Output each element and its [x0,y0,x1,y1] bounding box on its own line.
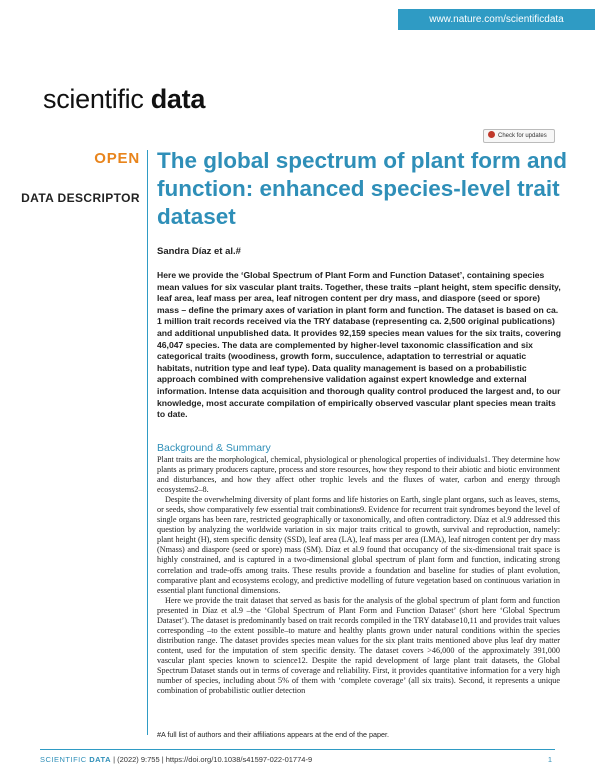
article-type-label: DATA DESCRIPTOR [21,191,140,205]
author-footnote: #A full list of authors and their affiliations appears at the end of the paper. [157,730,390,739]
check-updates-label: Check for updates [498,133,547,139]
paragraph: Here we provide the trait dataset that served as basis for the analysis of the global spectrum of plant form and function presented in Díaz et al.9 –the ‘Global Spectrum of Plant Form and Function Dataset’ (short here ‘Global Spectrum Dataset’). The dataset is predominantly based on trait records compiled in the TRY database10,11 and provides trait values corresponding –to the extent possible–to mature and healthy plants grown under natural conditions within the species distribution range. The dataset provides species mean values for the six plant traits mentioned above plus leaf dry matter content, used for the imputation of stem specific density. The dataset covers >46,000 of the approximately 391,000 vascular plant species known to science12. Despite the rapid development of large plant trait datasets, the Global Spectrum Dataset stands out in terms of coverage and reliability. First, it provides quantitative information for a very high number of species, including about 5% of them with ‘complete coverage’ (all six traits). Second, it represents a unique combination of probabilistic outlier detection [157,595,560,696]
page-number: 1 [547,755,552,764]
footer-journal-light: SCIENTIFIC [40,755,87,764]
page-footer: SCIENTIFIC DATA | (2022) 9:755 | https://doi.org/10.1038/s41597-022-01774-9 [40,755,313,764]
journal-url-banner[interactable]: www.nature.com/scientificdata [398,9,595,30]
margin-divider [147,150,148,735]
author-line[interactable]: Sandra Díaz et al.# [157,246,241,257]
open-access-label: OPEN [94,150,140,167]
check-for-updates-button[interactable] [483,129,555,143]
update-badge-icon [488,131,495,138]
footer-journal-bold: DATA [89,755,111,764]
footer-citation[interactable]: (2022) 9:755 | https://doi.org/10.1038/s41597-022-01774-9 [117,755,313,764]
abstract: Here we provide the ‘Global Spectrum of Plant Form and Function Dataset’, containing species mean values for six vascular plant traits. Together, these traits –plant height, stem specific density, leaf area, leaf mass per area, leaf nitrogen content per dry mass, and diaspore (seed or spore) mass – define the primary axes of variation in plant form and function. The dataset is based on ca. 1 million trait records received via the TRY database (representing ca. 2,500 original publications) and additional unpublished data. It provides 92,159 species mean values for the six traits, covering 46,047 species. The data are complemented by higher-level taxonomic classification and six categorical traits (woodiness, growth form, succulence, adaptation to terrestrial or aquatic habitats, nutrition type and leaf type). Data quality management is based on a probabilistic approach combined with comprehensive validation against expert knowledge and external information. Intense data acquisition and thorough quality control produced the largest and, to our knowledge, most accurate compilation of empirically observed vascular plant species mean traits to date. [157,270,562,420]
paragraph: Plant traits are the morphological, chemical, physiological or phenological properties of individuals1. They determine how plants as primary producers capture, process and store resources, how they respond to their abiotic and biotic environment and disturbances, and how they affect other trophic levels and the fluxes of water, carbon and energy through ecosystems2–8. [157,455,560,495]
paragraph: Despite the overwhelming diversity of plant forms and life histories on Earth, single plant organs, such as leaves, stems, or seeds, show comparatively few essential trait combinations9. Evidence for recurrent trait syndromes beyond the level of single organs has been rare, restricted geographically or taxonomically, and often contradictory. Díaz et al.9 addressed this question by analyzing the worldwide variation in six major traits critical to growth, survival and reproduction, namely: plant height (H), stem specific density (SSD), leaf area (LA), leaf mass per area (LMA), leaf nitrogen content per dry mass (Nmass) and diaspore (seed or spore) mass (SM). Díaz et al.9 found that occupancy of the six-dimensional trait space is highly constrained, and is captured in a two-dimensional global spectrum of plant form and function, indicating strong correlation and trade-offs among traits. These results provide a foundation and baseline for studies of plant evolution, comparative plant and ecosystems ecology, and predictive modelling of future vegetation based on continuous variation in essential plant functional dimensions. [157,495,560,595]
logo-light-text: scientific [43,84,144,114]
journal-logo [43,84,205,115]
footer-divider [40,749,555,750]
footer-journal [40,755,111,764]
logo-bold-text: data [150,84,206,114]
section-heading: Background & Summary [157,442,271,454]
body-text [157,455,560,696]
article-title: The global spectrum of plant form and function: enhanced species-level trait dataset [157,148,568,229]
